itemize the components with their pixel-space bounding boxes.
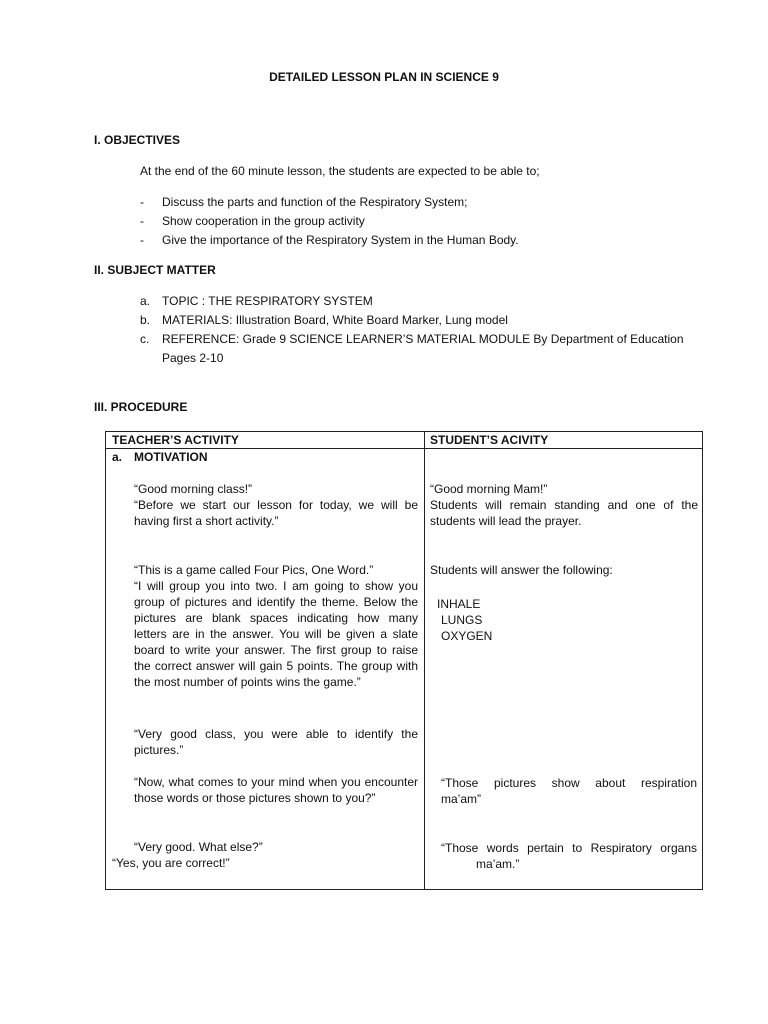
teacher-line: “Very good class, you were able to identify the pictures.” bbox=[134, 727, 418, 757]
objective-item: Give the importance of the Respiratory System in the Human Body. bbox=[162, 233, 519, 247]
objective-item: Show cooperation in the group activity bbox=[162, 214, 365, 228]
teacher-line: “This is a game called Four Pics, One Word.” bbox=[134, 563, 374, 577]
bullet-dash: - bbox=[140, 195, 144, 209]
teacher-column-header: TEACHER’S ACTIVITY bbox=[112, 433, 239, 447]
procedure-heading: III. PROCEDURE bbox=[94, 400, 188, 414]
objective-item: Discuss the parts and function of the Respiratory System; bbox=[162, 195, 468, 209]
student-line: Students will remain standing and one of the students will lead the prayer. bbox=[430, 498, 698, 528]
list-marker: b. bbox=[140, 313, 151, 327]
table-column-divider bbox=[424, 432, 425, 889]
teacher-line: “Before we start our lesson for today, we will be having first a short activity.” bbox=[134, 498, 418, 528]
answer-word: INHALE bbox=[437, 597, 481, 611]
student-line: ma’am” bbox=[441, 792, 482, 806]
student-line: “Good morning Mam!” bbox=[430, 482, 548, 496]
materials-item: MATERIALS: Illustration Board, White Board Marker, Lung model bbox=[162, 313, 508, 327]
teacher-line: “Very good. What else?” bbox=[134, 840, 263, 854]
teacher-question: “Now, what comes to your mind when you encounter those words or those pictures shown to you?” bbox=[134, 775, 418, 805]
teacher-line: “Good morning class!” bbox=[134, 482, 253, 496]
list-marker: c. bbox=[140, 332, 150, 346]
reference-item: REFERENCE: Grade 9 SCIENCE LEARNER’S MATERIAL MODULE By Department of Education bbox=[162, 332, 684, 346]
bullet-dash: - bbox=[140, 233, 144, 247]
topic-item: TOPIC : THE RESPIRATORY SYSTEM bbox=[162, 294, 373, 308]
answer-word: LUNGS bbox=[441, 613, 483, 627]
document-title: DETAILED LESSON PLAN IN SCIENCE 9 bbox=[269, 70, 499, 84]
list-marker: a. bbox=[140, 294, 151, 308]
reference-pages: Pages 2-10 bbox=[162, 351, 224, 365]
objectives-intro: At the end of the 60 minute lesson, the students are expected to be able to; bbox=[140, 164, 540, 178]
student-line: “Those pictures show about respiration bbox=[441, 776, 697, 790]
student-line: Students will answer the following: bbox=[430, 563, 613, 577]
game-instructions: “I will group you into two. I am going to show you group of pictures and identify the theme. Below the pictures are blank spaces indicating how many letters are in the answer. You will be given a slate board to write your answer. The first group to raise the correct answer will gain 5 points. The group with the most number of points wins the game.” bbox=[134, 579, 418, 689]
bullet-dash: - bbox=[140, 214, 144, 228]
student-column-header: STUDENT’S ACIVITY bbox=[430, 433, 549, 447]
objectives-heading: I. OBJECTIVES bbox=[94, 133, 181, 147]
motivation-label: MOTIVATION bbox=[134, 450, 208, 464]
teacher-line: “Yes, you are correct!” bbox=[112, 856, 230, 870]
student-line: “Those words pertain to Respiratory organs bbox=[441, 841, 697, 855]
student-line: ma’am.” bbox=[476, 857, 520, 871]
subject-matter-heading: II. SUBJECT MATTER bbox=[94, 263, 216, 277]
section-marker: a. bbox=[112, 450, 123, 464]
procedure-table bbox=[105, 431, 703, 890]
answer-word: OXYGEN bbox=[441, 629, 493, 643]
